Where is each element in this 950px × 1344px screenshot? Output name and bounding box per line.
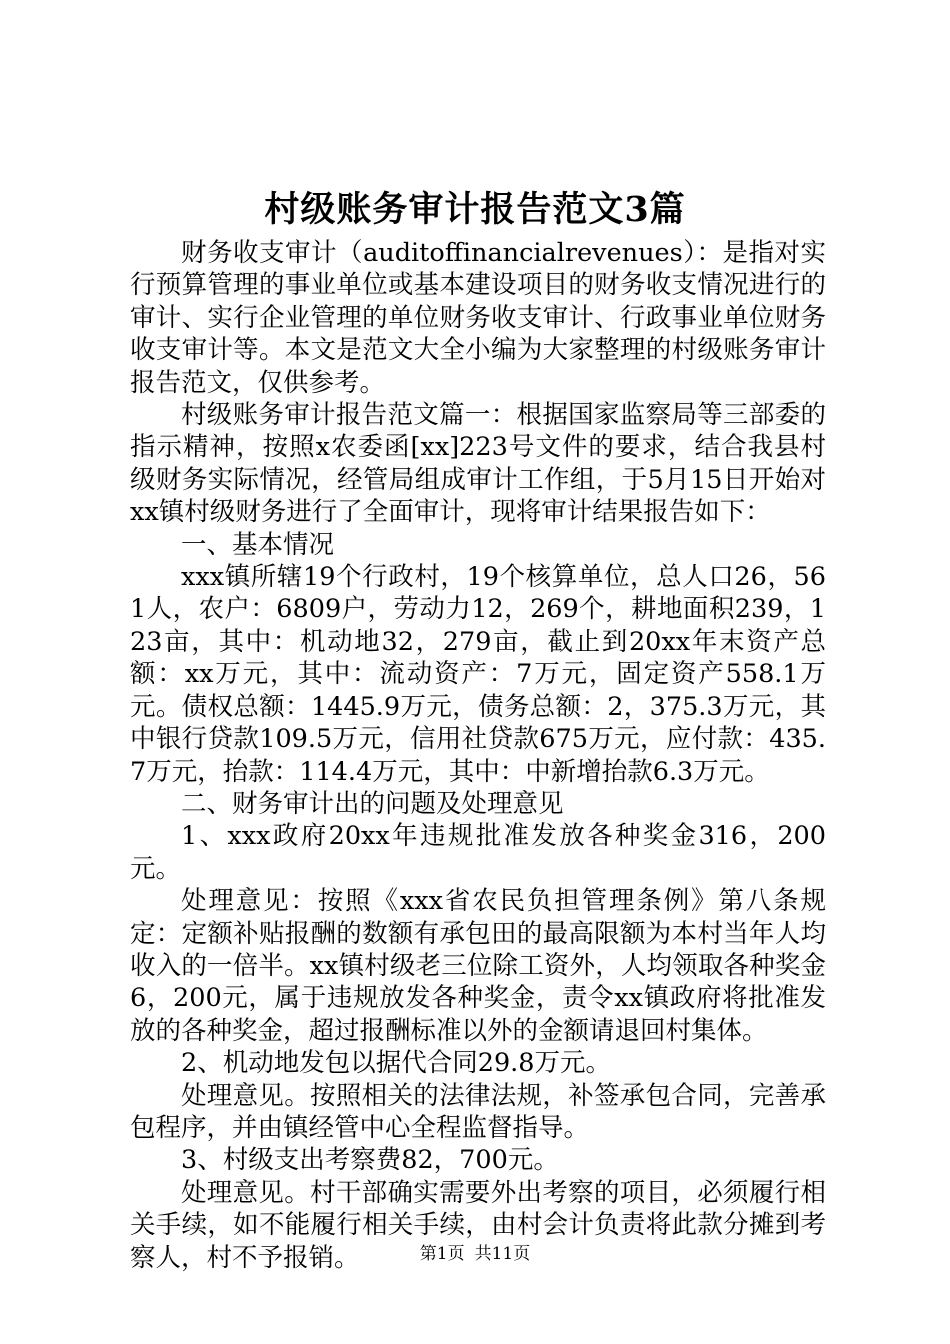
page-number-total: 共11页 [474,1244,531,1264]
issue-opinion-1: 处理意见：按照《xxx省农民负担管理条例》第八条规定：定额补贴报酬的数额有承包田的最高限额为本村当年人均收入的一倍半。xx镇村级老三位除工资外，人均领取各种奖金6，200元，属于违规放发各种奖金，责令xx镇政府将批准发放的各种奖金，超过报酬标准以外的金额请退回村集体。 [130,886,826,1046]
paragraph-part-one: 村级账务审计报告范文篇一：根据国家监察局等三部委的指示精神，按照x农委函[xx]223号文件的要求，结合我县村级财务实际情况，经管局组成审计工作组，于5月15日开始对xx镇村级财务进行了全面审计，现将审计结果报告如下： [130,400,826,528]
issue-item-3: 3、村级支出考察费82，700元。 [181,1145,559,1176]
document-body [130,237,826,1274]
section-heading-issues: 二、财务审计出的问题及处理意见 [181,788,564,819]
issue-opinion-3: 处理意见。村干部确实需要外出考察的项目，必须履行相关手续，如不能履行相关手续，由村会计负责将此款分摊到考察人，村不予报销。 [130,1177,826,1273]
issue-opinion-2: 处理意见。按照相关的法律法规，补签承包合同，完善承包程序，并由镇经管中心全程监督指导。 [130,1080,826,1143]
paragraph-intro: 财务收支审计（auditoffinancialrevenues）：是指对实行预算管理的事业单位或基本建设项目的财务收支情况进行的审计、实行企业管理的单位财务收支审计、行政事业单位财务收支审计等。本文是范文大全小编为大家整理的村级账务审计报告范文，仅供参考。 [130,238,826,398]
document-title: 村级账务审计报告范文3篇 [264,189,686,230]
issue-item-1: 1、xxx政府20xx年违规批准发放各种奖金316，200元。 [130,821,826,884]
page-number-current: 第1页 [419,1244,465,1264]
paragraph-basic-info: xxx镇所辖19个行政村，19个核算单位，总人口26，561人，农户：6809户，劳动力12，269个，耕地面积239，123亩，其中：机动地32，279亩，截止到20xx年末资产总额：xx万元，其中：流动资产：7万元，固定资产558.1万元。债权总额：1445.9万元，债务总额：2，375.3万元，其中银行贷款109.5万元，信用社贷款675万元，应付款：435.7万元，抬款：114.4万元，其中：中新增抬款6.3万元。 [130,562,826,787]
section-heading-basic-info: 一、基本情况 [181,529,335,560]
issue-item-2: 2、机动地发包以据代合同29.8万元。 [181,1048,612,1079]
page-footer [0,1242,950,1266]
